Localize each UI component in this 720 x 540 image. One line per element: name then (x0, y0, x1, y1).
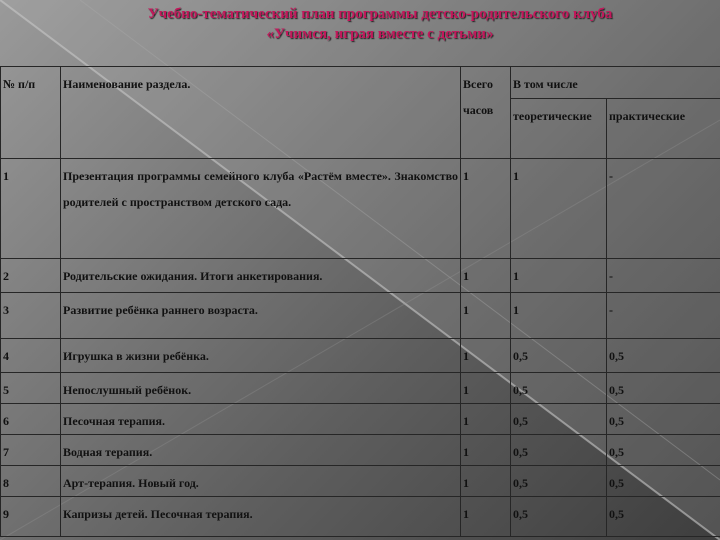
table-row (1, 373, 720, 404)
table-row (1, 497, 720, 537)
table-header-row (1, 67, 720, 99)
cell-name: Непослушный ребёнок. (61, 373, 461, 404)
cell-total: 1 (461, 404, 511, 435)
cell-theory: 1 (511, 159, 607, 259)
title-line-2: «Учимся, играя вместе с детьми» (266, 26, 494, 42)
curriculum-table (0, 66, 720, 537)
cell-total: 1 (461, 466, 511, 497)
title-line-1: Учебно-тематический план программы детско-родительского клуба (147, 6, 613, 22)
cell-practice: 0,5 (607, 339, 720, 373)
cell-num: 5 (1, 373, 61, 404)
cell-total: 1 (461, 373, 511, 404)
header-num: № п/п (1, 67, 61, 159)
cell-practice: - (607, 159, 720, 259)
table-row (1, 466, 720, 497)
cell-practice: 0,5 (607, 497, 720, 537)
cell-name: Игрушка в жизни ребёнка. (61, 339, 461, 373)
table-row (1, 404, 720, 435)
cell-num: 7 (1, 435, 61, 466)
cell-num: 4 (1, 339, 61, 373)
cell-practice: 0,5 (607, 435, 720, 466)
cell-num: 2 (1, 259, 61, 293)
cell-practice: 0,5 (607, 373, 720, 404)
cell-name: Презентация программы семейного клуба «Растём вместе». Знакомство родителей с пространством детского сада. (61, 159, 461, 259)
cell-total: 1 (461, 497, 511, 537)
cell-theory: 0,5 (511, 404, 607, 435)
cell-theory: 0,5 (511, 339, 607, 373)
table-row (1, 293, 720, 339)
cell-practice: - (607, 293, 720, 339)
cell-practice: 0,5 (607, 466, 720, 497)
cell-name: Песочная терапия. (61, 404, 461, 435)
cell-num: 1 (1, 159, 61, 259)
cell-total: 1 (461, 339, 511, 373)
cell-num: 3 (1, 293, 61, 339)
cell-theory: 0,5 (511, 435, 607, 466)
header-name: Наименование раздела. (61, 67, 461, 159)
table-row (1, 159, 720, 259)
cell-name: Капризы детей. Песочная терапия. (61, 497, 461, 537)
cell-total: 1 (461, 293, 511, 339)
cell-name: Развитие ребёнка раннего возраста. (61, 293, 461, 339)
cell-total: 1 (461, 159, 511, 259)
cell-theory: 0,5 (511, 466, 607, 497)
cell-total: 1 (461, 259, 511, 293)
header-total: Всего часов (461, 67, 511, 159)
cell-theory: 1 (511, 259, 607, 293)
header-theory: теоретические (511, 99, 607, 159)
cell-theory: 0,5 (511, 497, 607, 537)
cell-name: Родительские ожидания. Итоги анкетирования. (61, 259, 461, 293)
slide-title (0, 4, 720, 44)
cell-num: 9 (1, 497, 61, 537)
header-practice: практические (607, 99, 720, 159)
cell-theory: 1 (511, 293, 607, 339)
cell-name: Арт-терапия. Новый год. (61, 466, 461, 497)
table-row (1, 259, 720, 293)
table-row (1, 339, 720, 373)
cell-total: 1 (461, 435, 511, 466)
cell-num: 6 (1, 404, 61, 435)
cell-practice: 0,5 (607, 404, 720, 435)
cell-num: 8 (1, 466, 61, 497)
cell-name: Водная терапия. (61, 435, 461, 466)
cell-practice: - (607, 259, 720, 293)
cell-theory: 0,5 (511, 373, 607, 404)
table-row (1, 435, 720, 466)
header-including: В том числе (511, 67, 720, 99)
